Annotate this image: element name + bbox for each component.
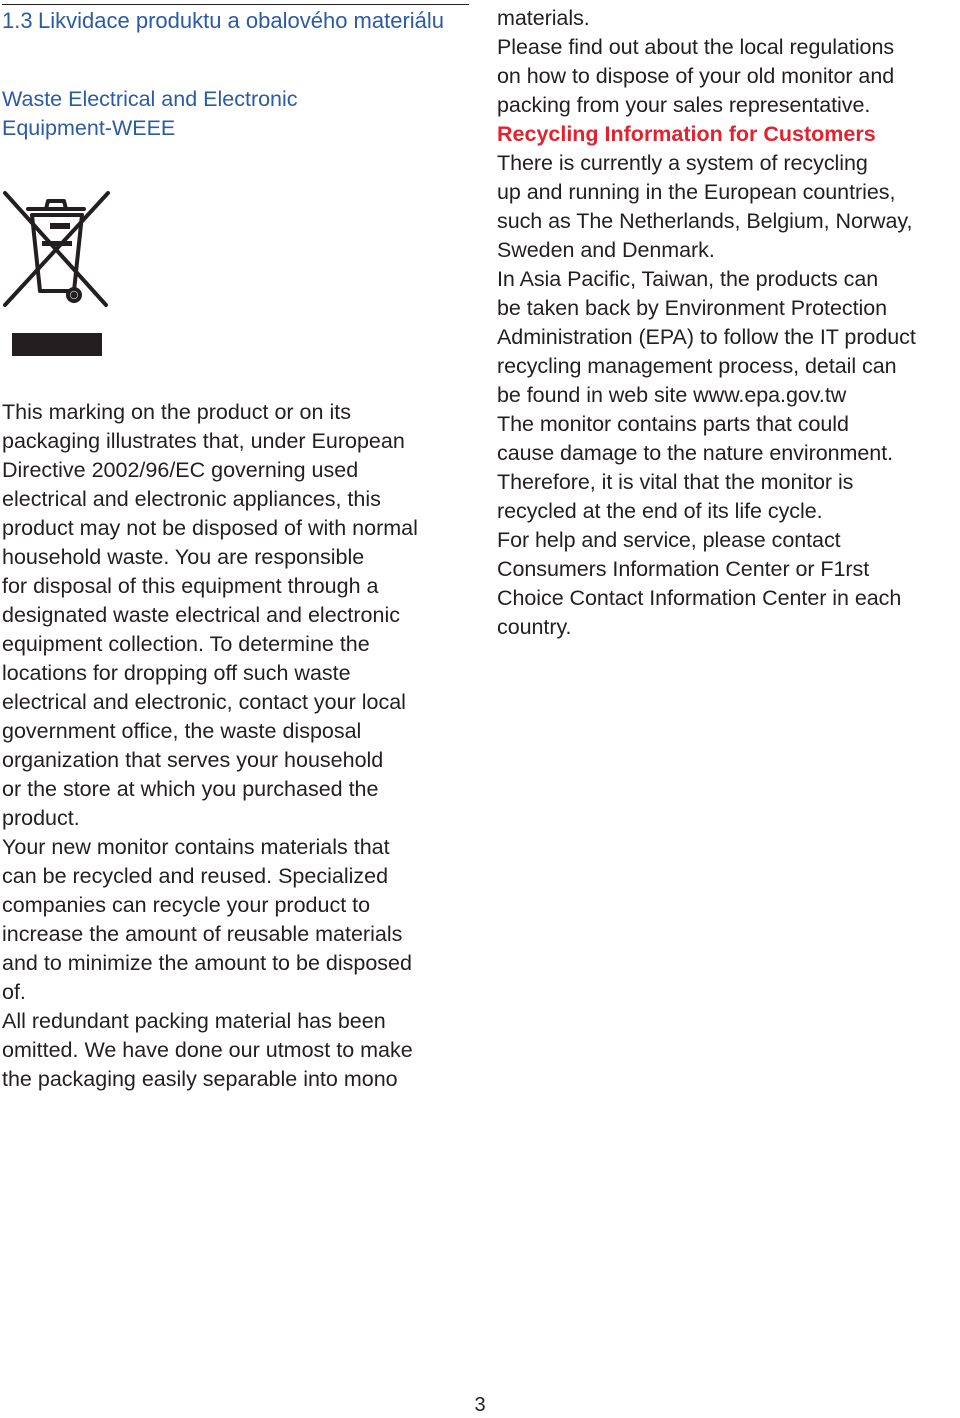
weee-paragraph-1: This marking on the product or on its packaging illustrates that, under European Directive 2002/96/EC governing used electrical and electronic appliances, this product may not be disposed of with normal household waste. You are responsible for disposal of this equipment through a designated waste electrical and electronic equipment collection. To determine the locations for dropping off such waste electrical and electronic, contact your local government office, the waste disposal organization that serves your household or the store at which you purchased the product.: [2, 400, 418, 830]
weee-black-bar: [12, 333, 102, 356]
recycling-paragraph-4: For help and service, please contact Consumers Information Center or F1rst Choice Contact Information Center in each country.: [497, 528, 902, 639]
weee-paragraph-2: Your new monitor contains materials that can be recycled and reused. Specialized companies can recycle your product to increase the amount of reusable materials and to minimize the amount to be disposed of.: [2, 835, 412, 1004]
weee-paragraph-3: All redundant packing material has been omitted. We have done our utmost to make the packaging easily separable into mono: [2, 1009, 413, 1091]
section-heading: [2, 6, 472, 35]
page-number: 3: [474, 1394, 486, 1416]
recycling-paragraph-1: There is currently a system of recycling up and running in the European countries, such as The Netherlands, Belgium, Norway, Sweden and Denmark.: [497, 151, 913, 262]
weee-paragraph-4: Please find out about the local regulations on how to dispose of your old monitor and packing from your sales representative.: [497, 35, 895, 117]
wheelie-bin-graphic: [2, 187, 114, 333]
right-column: [497, 4, 960, 642]
recycling-paragraph-2: In Asia Pacific, Taiwan, the products can be taken back by Environment Protection Administration (EPA) to follow the IT product recycling management process, detail can be found in web site www.epa.gov.tw: [497, 267, 916, 407]
weee-heading: Waste Electrical and Electronic Equipment-WEEE: [2, 87, 298, 140]
weee-paragraph-3-continued: materials.: [497, 6, 590, 30]
crossed-out-wheelie-bin-icon: [2, 187, 114, 357]
section-number: 1.3: [2, 8, 33, 33]
left-column: [2, 6, 472, 1094]
recycling-heading: Recycling Information for Customers: [497, 122, 876, 146]
section-title: Likvidace produktu a obalového materiálu: [38, 8, 445, 33]
top-rule: [2, 4, 469, 5]
recycling-paragraph-3: The monitor contains parts that could cause damage to the nature environment. Therefore, it is vital that the monitor is recycled at the end of its life cycle.: [497, 412, 894, 523]
weee-body: [2, 398, 472, 1094]
